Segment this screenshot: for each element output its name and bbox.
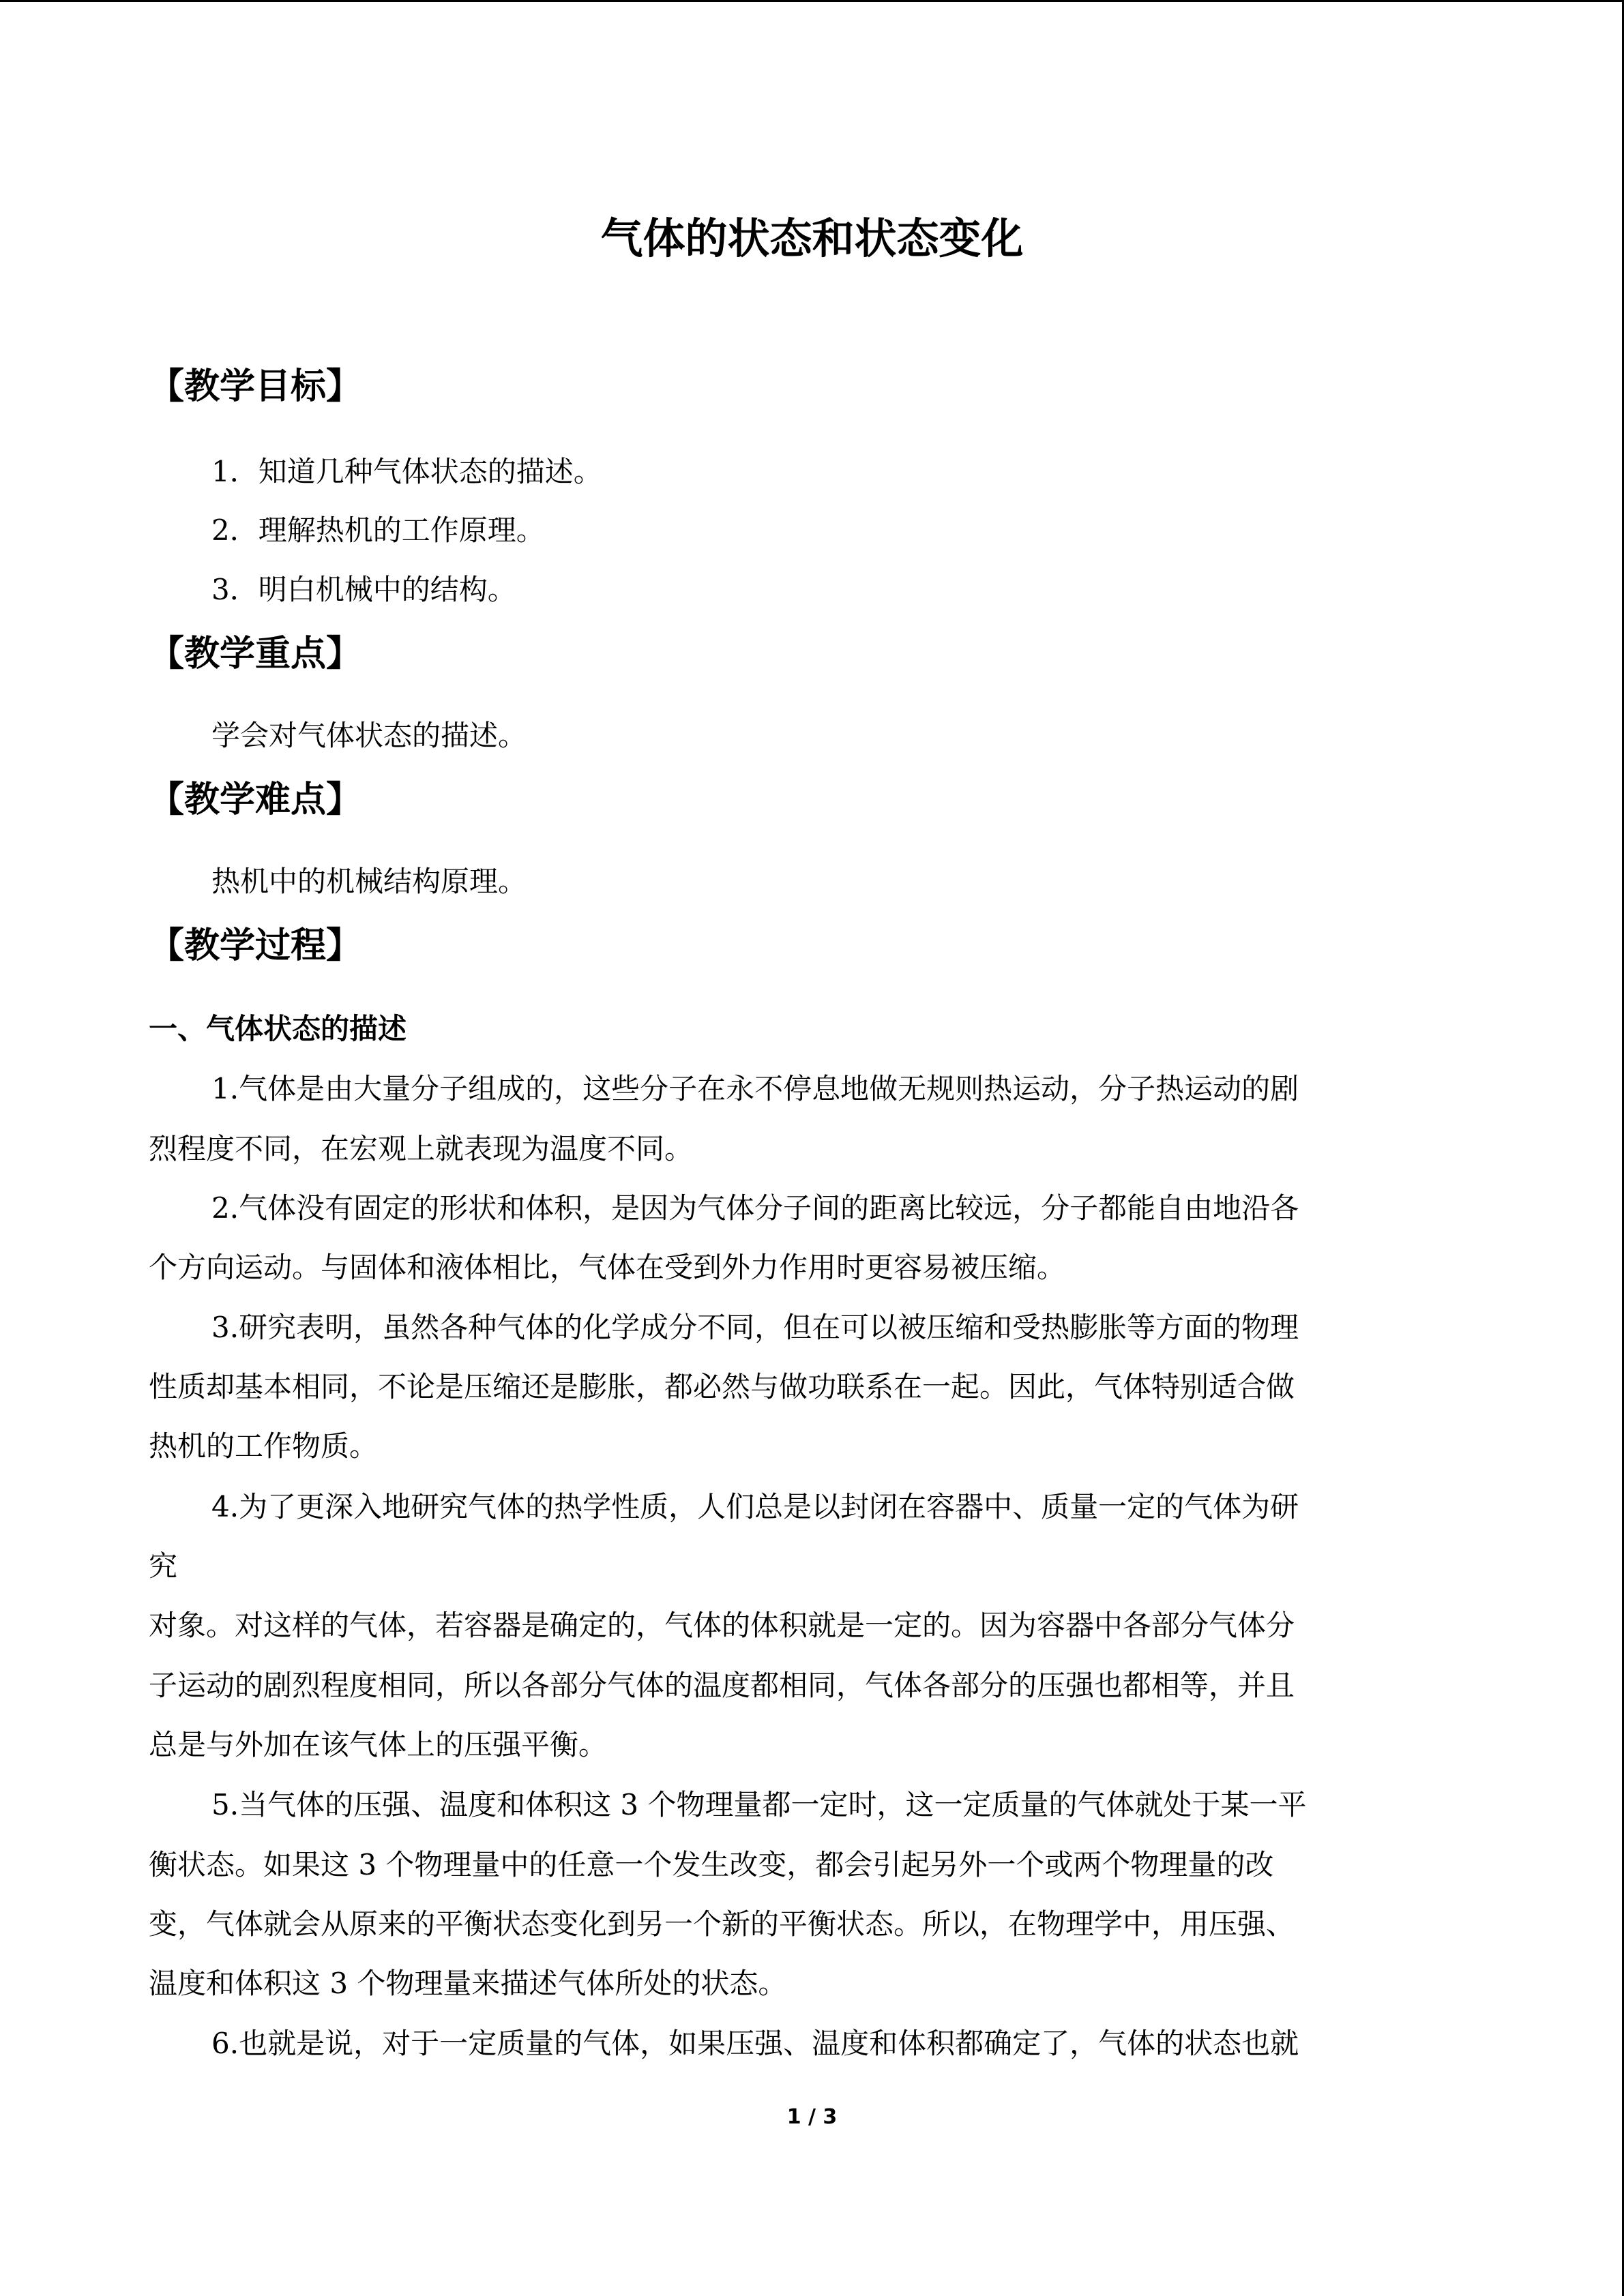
process-subheading: 一、气体状态的描述 [149, 1012, 407, 1045]
objective-item: 2．理解热机的工作原理。 [211, 513, 545, 547]
difficulties-heading: 【教学难点】 [149, 779, 362, 820]
paragraph-line: 2.气体没有固定的形状和体积，是因为气体分子间的距离比较远，分子都能自由地沿各 [211, 1191, 1299, 1225]
paragraph-line: 衡状态。如果这 3 个物理量中的任意一个发生改变，都会引起另外一个或两个物理量的改 [149, 1848, 1274, 1881]
paragraph-line: 1.气体是由大量分子组成的，这些分子在永不停息地做无规则热运动，分子热运动的剧 [211, 1072, 1299, 1105]
paragraph-line: 6.也就是说，对于一定质量的气体，如果压强、温度和体积都确定了，气体的状态也就 [211, 2027, 1299, 2060]
objective-item: 1．知道几种气体状态的描述。 [211, 455, 602, 488]
page-title: 气体的状态和状态变化 [600, 213, 1024, 263]
paragraph-line: 4.为了更深入地研究气体的热学性质，人们总是以封闭在容器中、质量一定的气体为研 [211, 1490, 1299, 1523]
paragraph-line: 子运动的剧烈程度相同，所以各部分气体的温度都相同，气体各部分的压强也都相等，并且 [149, 1669, 1295, 1702]
paragraph-line: 究 [149, 1549, 178, 1583]
top-border [0, 0, 1624, 2]
paragraph-line: 烈程度不同，在宏观上就表现为温度不同。 [149, 1132, 694, 1165]
paragraph-line: 3.研究表明，虽然各种气体的化学成分不同，但在可以被压缩和受热膨胀等方面的物理 [211, 1311, 1299, 1344]
paragraph-line: 温度和体积这 3 个物理量来描述气体所处的状态。 [149, 1967, 787, 2000]
paragraph-line: 热机的工作物质。 [149, 1429, 379, 1463]
paragraph-line: 对象。对这样的气体，若容器是确定的，气体的体积就是一定的。因为容器中各部分气体分 [149, 1609, 1295, 1642]
paragraph-line: 总是与外加在该气体上的压强平衡。 [149, 1728, 608, 1761]
paragraph-line: 性质却基本相同，不论是压缩还是膨胀，都必然与做功联系在一起。因此，气体特别适合做 [149, 1370, 1295, 1403]
page-number: 1 / 3 [786, 2105, 838, 2129]
difficulties-text: 热机中的机械结构原理。 [211, 865, 527, 898]
process-heading: 【教学过程】 [149, 925, 362, 966]
key-points-text: 学会对气体状态的描述。 [211, 719, 527, 752]
paragraph-line: 个方向运动。与固体和液体相比，气体在受到外力作用时更容易被压缩。 [149, 1251, 1066, 1284]
objectives-heading: 【教学目标】 [149, 366, 362, 407]
paragraph-line: 5.当气体的压强、温度和体积这 3 个物理量都一定时，这一定质量的气体就处于某一平 [211, 1788, 1307, 1821]
paragraph-line: 变，气体就会从原来的平衡状态变化到另一个新的平衡状态。所以，在物理学中，用压强、 [149, 1907, 1295, 1941]
key-points-heading: 【教学重点】 [149, 633, 362, 674]
objective-item: 3．明白机械中的结构。 [211, 573, 516, 606]
